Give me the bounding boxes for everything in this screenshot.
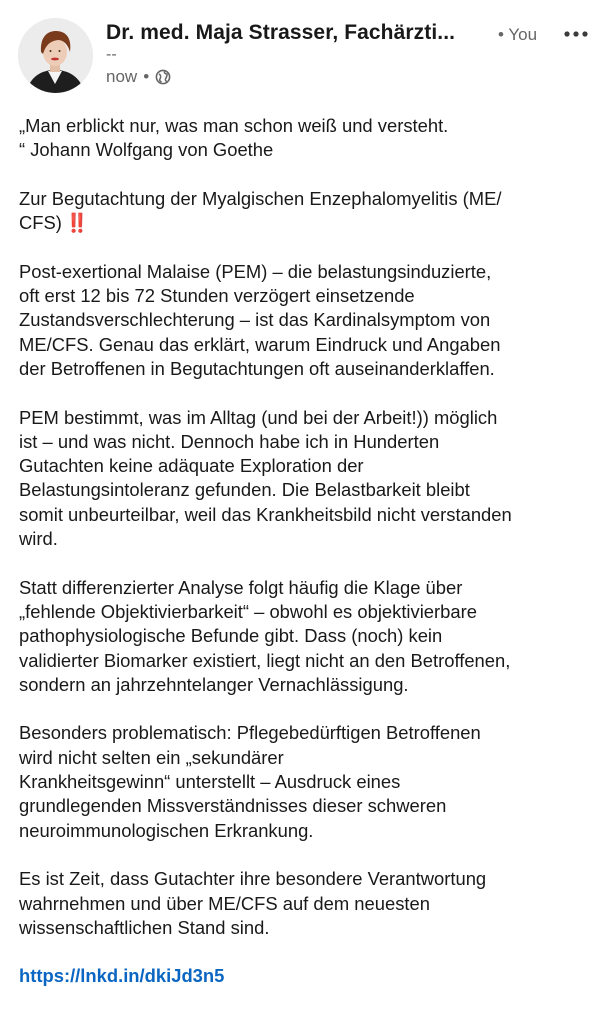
text-line: validierter Biomarker existiert, liegt nicht an den Betroffenen, — [19, 649, 511, 671]
more-horizontal-icon — [564, 31, 588, 37]
text-fragment: CFS) — [19, 212, 62, 234]
paragraph-heading — [19, 187, 604, 236]
text-line: PEM bestimmt, was im Alltag (und bei der Arbeit!)) möglich — [19, 406, 498, 428]
text-line: „fehlende Objektivierbarkeit“ – obwohl es objektivierbare — [19, 600, 477, 622]
text-line: wissenschaftlichen Stand sind. — [19, 916, 270, 938]
paragraph-daily-life — [19, 406, 604, 552]
paragraph-quote — [19, 114, 604, 163]
post-meta — [106, 67, 171, 87]
text-line: Zustandsverschlechterung – ist das Kardinalsymptom von — [19, 309, 491, 331]
text-line: wird. — [19, 528, 58, 550]
text-line: Belastungsintoleranz gefunden. Die Belastbarkeit bleibt — [19, 479, 470, 501]
text-line: pathophysiologische Befunde gibt. Dass (noch) kein — [19, 625, 443, 647]
paragraph-pem — [19, 260, 604, 381]
double-exclamation-icon: ‼️ — [65, 212, 86, 234]
paragraph-problematic — [19, 721, 604, 842]
text-line: ME/CFS. Genau das erklärt, warum Eindruck und Angaben — [19, 333, 501, 355]
text-line: Es ist Zeit, dass Gutachter ihre besondere Verantwortung — [19, 868, 487, 890]
globe-icon — [155, 69, 171, 85]
post-content — [19, 114, 604, 1013]
paragraph-conclusion — [19, 867, 604, 940]
author-headline: -- — [106, 46, 117, 63]
text-line: grundlegenden Missverständnisses dieser schweren — [19, 795, 447, 817]
author-avatar[interactable] — [18, 18, 93, 93]
text-line — [19, 211, 604, 235]
author-name[interactable]: Dr. med. Maja Strasser, Fachärzti... — [106, 21, 456, 44]
text-line: Zur Begutachtung der Myalgischen Enzephalomyelitis (ME/ — [19, 187, 502, 209]
text-line: Gutachten keine adäquate Exploration der — [19, 455, 364, 477]
more-options-button[interactable] — [560, 22, 592, 46]
connection-degree: • You — [498, 25, 538, 44]
text-line: Statt differenzierter Analyse folgt häufig die Klage über — [19, 576, 463, 598]
post-timestamp: now — [106, 67, 138, 86]
text-line: “ Johann Wolfgang von Goethe — [19, 139, 274, 161]
text-line: Krankheitsgewinn“ unterstellt – Ausdruck eines — [19, 771, 401, 793]
text-line: der Betroffenen in Begutachtungen oft auseinanderklaffen. — [19, 357, 495, 379]
text-line: wahrnehmen und über ME/CFS auf dem neuesten — [19, 892, 430, 914]
text-line: sondern an jahrzehntelanger Vernachlässigung. — [19, 673, 409, 695]
text-line: oft erst 12 bis 72 Stunden verzögert einsetzende — [19, 285, 415, 307]
text-line: neuroimmunologischen Erkrankung. — [19, 819, 314, 841]
paragraph-link — [19, 964, 604, 988]
text-line: wird nicht selten ein „sekundärer — [19, 746, 284, 768]
avatar-portrait — [18, 18, 93, 93]
text-line: somit unbeurteilbar, weil das Krankheitsbild nicht verstanden — [19, 503, 512, 525]
text-line: Besonders problematisch: Pflegebedürftigen Betroffenen — [19, 722, 481, 744]
post-link[interactable]: https://lnkd.in/dkiJd3n5 — [19, 965, 225, 987]
meta-separator: • — [143, 67, 150, 86]
text-line: Post-exertional Malaise (PEM) – die belastungsinduzierte, — [19, 260, 492, 282]
post-header — [0, 0, 613, 100]
text-line: „Man erblickt nur, was man schon weiß und versteht. — [19, 115, 449, 136]
text-line: ist – und was nicht. Dennoch habe ich in Hunderten — [19, 430, 440, 452]
paragraph-analysis — [19, 576, 604, 697]
